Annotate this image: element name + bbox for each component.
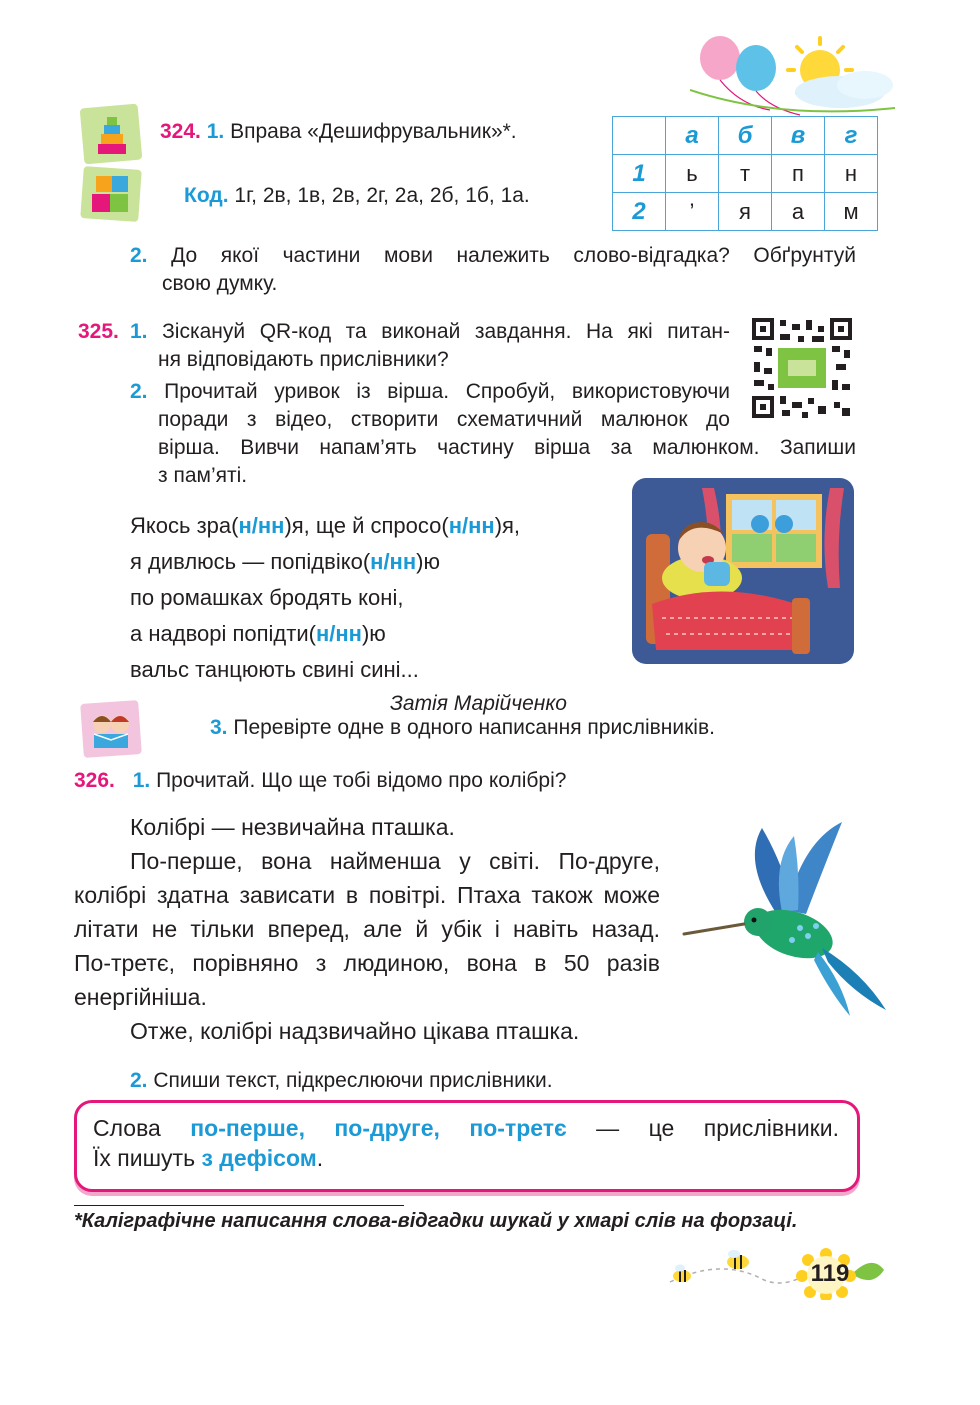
code-label: Код. xyxy=(184,184,229,207)
rule-text xyxy=(93,1113,839,1173)
task-text: Вправа «Дешифрувальник»*. xyxy=(230,120,517,143)
task-text: з пам’яті. xyxy=(158,464,248,487)
bee-icon xyxy=(727,1250,749,1269)
ex326-task1 xyxy=(74,767,566,795)
table-row xyxy=(613,193,878,231)
table-cell: 1 xyxy=(613,155,666,193)
paragraph: Колібрі — незвичайна пташка. xyxy=(130,814,455,840)
task-text: Спиши текст, підкреслюючи прислівники. xyxy=(153,1069,553,1092)
table-cell: а xyxy=(772,193,825,231)
poem-line: вальс танцюють свині сині... xyxy=(130,657,419,682)
table-cell: ’ xyxy=(666,193,719,231)
ex325-task2 xyxy=(130,378,856,490)
poem-text: )ю xyxy=(416,549,440,574)
table-cell: м xyxy=(825,193,878,231)
task-number: 1. xyxy=(132,769,151,792)
spelling-choice: н/нн xyxy=(370,549,417,574)
poem-text: Якось зра( xyxy=(130,513,239,538)
task-number: 1. xyxy=(206,120,225,143)
child-in-bed-illustration xyxy=(632,478,854,664)
qr-code[interactable] xyxy=(752,318,852,418)
task-text: поради з відео, створити схематичний малюнок до xyxy=(158,408,730,431)
footnote-divider xyxy=(74,1205,404,1206)
task-text: Прочитай. Що ще тобі відомо про колібрі? xyxy=(156,769,567,792)
table-cell: 2 xyxy=(613,193,666,231)
paragraph-line: колібрі здатна зависати в повітрі. Птаха також може xyxy=(74,882,660,908)
paragraph-line: По-третє, порівняно з людиною, вона в 50 разів xyxy=(74,950,660,976)
footnote: *Каліграфічне написання слова-відгадки шукай у хмарі слів на форзаці. xyxy=(74,1210,798,1232)
table-cell: ь xyxy=(666,155,719,193)
exercise-number: 326. xyxy=(74,769,115,792)
code-value: 1г, 2в, 1в, 2в, 2г, 2а, 2б, 1б, 1а. xyxy=(234,184,530,207)
paragraph: Отже, колібрі надзвичайно цікава пташка. xyxy=(130,1018,580,1044)
poem-text: )я, xyxy=(494,513,521,538)
rule-text-part: Слова xyxy=(93,1115,191,1141)
rule-highlight: по-перше, по-друге, по-третє xyxy=(190,1115,567,1141)
alphabet-blocks-icon xyxy=(80,166,142,222)
task-number: 3. xyxy=(210,716,228,739)
page-number: 119 xyxy=(810,1260,850,1287)
rule-line xyxy=(93,1143,839,1173)
spelling-choice: н/нн xyxy=(448,513,495,538)
task-text: вірша. Вивчи напам’ять частину вірша за малюнком. Запиши xyxy=(158,436,856,459)
rule-text-part: — це прислівники. xyxy=(566,1115,839,1141)
table-header-row xyxy=(613,117,878,155)
table-cell: б xyxy=(719,117,772,155)
task-text: ня відповідають прислівники? xyxy=(158,348,449,371)
spelling-choice: н/нн xyxy=(315,621,362,646)
table-cell: п xyxy=(772,155,825,193)
poem-author: Затія Марійченко xyxy=(390,692,567,715)
poem-line: по ромашках бродять коні, xyxy=(130,585,404,610)
paragraph-line: По-перше, вона найменша у світі. По-друге, xyxy=(130,848,660,874)
ex325-task1 xyxy=(130,318,730,374)
poem-text: я дивлюсь — попідвіко( xyxy=(130,549,371,574)
task-text: свою думку. xyxy=(162,272,278,295)
poem-text: а надворі попідти( xyxy=(130,621,316,646)
poem xyxy=(130,508,520,688)
task-text: Зіскануй QR-код та виконай завдання. На які питан- xyxy=(162,320,730,343)
ex325-number xyxy=(78,318,119,346)
task-number: 2. xyxy=(130,1069,148,1092)
bees-decoration xyxy=(660,1248,810,1298)
table-cell: я xyxy=(719,193,772,231)
balloons-sun-decoration xyxy=(690,30,900,125)
cipher-table xyxy=(612,116,878,231)
poem-text: )я, ще й спросо( xyxy=(284,513,449,538)
table-row xyxy=(613,155,878,193)
ex324-task2 xyxy=(130,242,856,298)
ex326-task2 xyxy=(130,1067,553,1095)
task-text: Перевірте одне в одного написання прислівників. xyxy=(233,716,715,739)
table-cell: г xyxy=(825,117,878,155)
ex325-task3 xyxy=(210,714,715,742)
ex326-text xyxy=(74,810,660,1048)
rule-highlight: з дефісом xyxy=(201,1145,317,1171)
ex324-code xyxy=(184,182,530,210)
paragraph-line: енергійніша. xyxy=(74,984,207,1010)
task-text: До якої частини мови належить слово-відгадка? Обґрунтуй xyxy=(171,244,856,267)
table-cell: а xyxy=(666,117,719,155)
pyramid-toy-icon xyxy=(80,104,142,164)
task-number: 1. xyxy=(130,320,148,343)
exercise-number: 325. xyxy=(78,320,119,343)
poem-text: )ю xyxy=(361,621,386,646)
poem-line xyxy=(130,616,520,652)
hummingbird-illustration xyxy=(682,822,888,1018)
rule-text-part: . xyxy=(316,1145,324,1171)
ex324-task1 xyxy=(160,118,517,146)
task-number: 2. xyxy=(130,244,148,267)
rule-box xyxy=(74,1100,860,1192)
poem-line xyxy=(130,544,520,580)
table-cell: н xyxy=(825,155,878,193)
table-cell: в xyxy=(772,117,825,155)
table-cell: т xyxy=(719,155,772,193)
rule-text-part: Їх пишуть xyxy=(93,1145,202,1171)
children-reading-icon xyxy=(80,700,142,758)
spelling-choice: н/нн xyxy=(238,513,285,538)
poem-line xyxy=(130,508,520,544)
task-text: Прочитай уривок із вірша. Спробуй, використовуючи xyxy=(164,380,730,403)
exercise-number: 324. xyxy=(160,120,201,143)
task-number: 2. xyxy=(130,380,148,403)
table-cell xyxy=(613,117,666,155)
rule-line xyxy=(93,1113,839,1143)
balloon-icon xyxy=(700,36,800,115)
bee-icon xyxy=(673,1265,691,1283)
paragraph-line: літати не тільки вперед, але й убік і навіть назад. xyxy=(74,916,660,942)
